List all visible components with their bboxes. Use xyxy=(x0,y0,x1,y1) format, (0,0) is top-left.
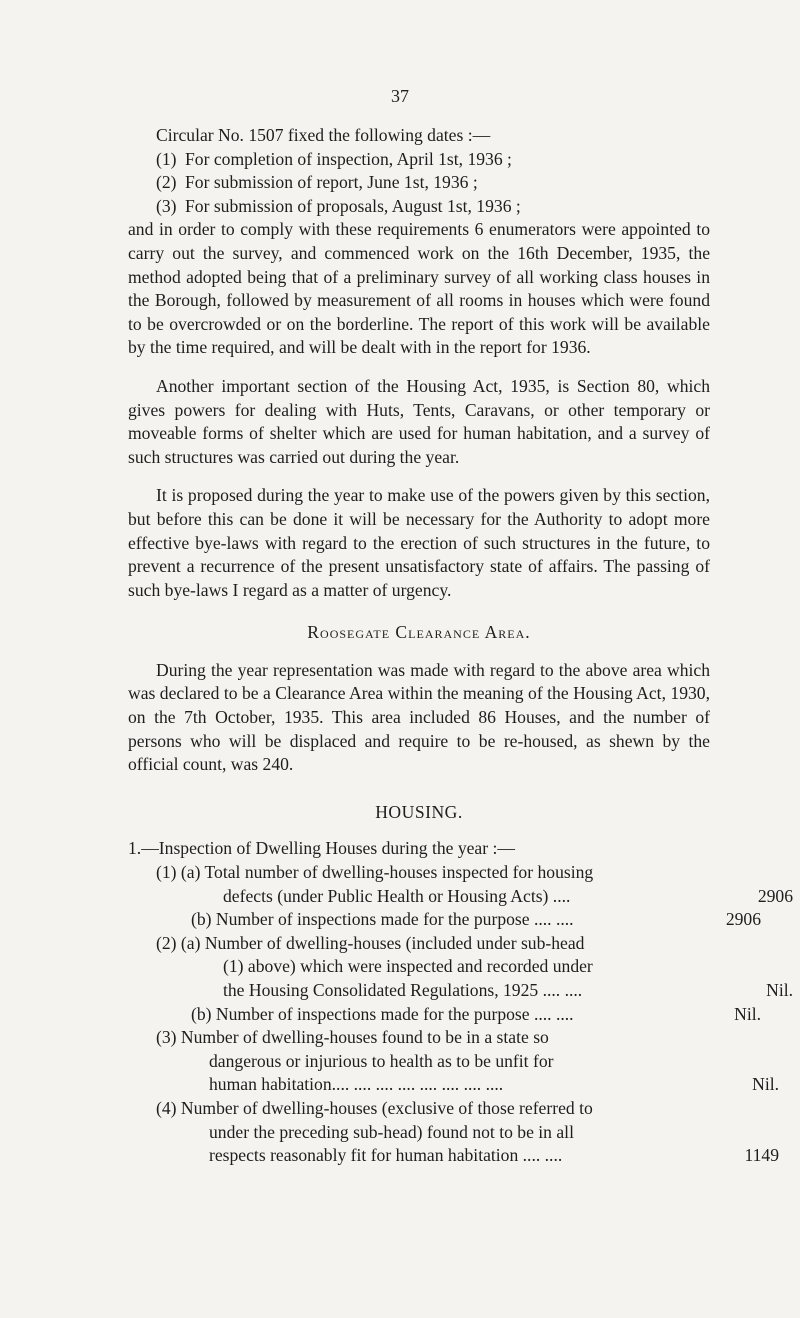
table-row-text: human habitation.... .... .... .... .... .... .... .... xyxy=(209,1074,504,1095)
table-row-value xyxy=(723,955,800,979)
table-row-text: (4) Number of dwelling-houses (exclusive of those referred to xyxy=(156,1097,593,1118)
table-row-text: (1) above) which were inspected and recorded under xyxy=(223,956,593,977)
table-row-text: respects reasonably fit for human habitation .... .... xyxy=(209,1145,563,1166)
circular-item-number: (3) xyxy=(156,195,177,216)
table-row-value: Nil. xyxy=(766,980,793,1000)
table-row xyxy=(128,955,800,979)
table-row-value: Nil. xyxy=(752,1074,779,1095)
circular-item xyxy=(128,171,710,195)
table-row-value: 2906 xyxy=(757,885,793,906)
table-row-text: defects (under Public Health or Housing Acts) .... xyxy=(223,885,571,906)
roosegate-heading: Roosegate Clearance Area. xyxy=(307,622,531,643)
paragraph-section-80: Another important section of the Housing Act, 1935, is Section 80, which gives powers for dealing with Huts, Tents, Caravans, or other temporary or moveable forms of shelter which are used for human habitation, and a survey of such structures was carried out during the year. xyxy=(128,375,710,467)
circular-item-text: For completion of inspection, April 1st, 1936 ; xyxy=(185,148,512,169)
circular-item xyxy=(128,148,710,172)
table-row xyxy=(128,908,773,932)
table-row-text: (1) (a) Total number of dwelling-houses inspected for housing xyxy=(156,862,594,883)
table-row-text: (2) (a) Number of dwelling-houses (included under sub-head xyxy=(156,932,585,953)
table-row-value: 1149 xyxy=(744,1145,779,1166)
circular-item-text: For submission of proposals, August 1st, 1936 ; xyxy=(185,195,521,216)
circular-item-text: For submission of report, June 1st, 1936 ; xyxy=(185,172,478,193)
circular-item xyxy=(128,195,710,219)
table-row xyxy=(128,1121,791,1145)
table-row-value xyxy=(656,932,738,956)
page-content xyxy=(128,124,793,1168)
table-row-value: Nil. xyxy=(734,1003,761,1024)
table-row xyxy=(128,979,800,1003)
table-row-value: 2906 xyxy=(725,909,761,930)
table-row-value xyxy=(709,1121,791,1145)
table-row-text: the Housing Consolidated Regulations, 1925 .... .... xyxy=(223,980,583,1000)
table-row xyxy=(128,1003,773,1027)
table-row xyxy=(128,1026,738,1050)
table-row-value xyxy=(656,1026,738,1050)
table-row-text: (b) Number of inspections made for the purpose .... .... xyxy=(191,909,574,930)
roosegate-text: During the year representation was made with regard to the above area which was declared to be a Clearance Area within the meaning of the Housing Act, 1930, on the 7th October, 1935. This area included 86 Houses, and the number of persons who will be displaced and require to be re-housed, as shewn by the official count, was 240. xyxy=(128,659,710,775)
housing-heading: HOUSING. xyxy=(375,801,463,822)
table-row-value xyxy=(709,1050,791,1074)
paragraph-bye-laws: It is proposed during the year to make use of the powers given by this section, but before this can be done it will be necessary for the Authority to adopt more effective bye-laws with regard to the erection of such structures in the future, to prevent a recurrence of the present unsatisfactory state of affairs. The passing of such bye-laws I regard as a matter of urgency. xyxy=(128,485,710,600)
table-row-text: dangerous or injurious to health as to be unfit for xyxy=(209,1050,554,1071)
page-number: 37 xyxy=(391,86,409,106)
circular-intro: Circular No. 1507 fixed the following dates :— xyxy=(156,125,491,145)
housing-section-title-text: 1.—Inspection of Dwelling Houses during the year :— xyxy=(128,838,515,859)
table-row-text: (3) Number of dwelling-houses found to be in a state so xyxy=(156,1027,549,1048)
table-row xyxy=(128,1050,791,1074)
table-row xyxy=(128,885,800,909)
table-row-text: under the preceding sub-head) found not to be in all xyxy=(209,1121,574,1142)
table-row xyxy=(128,932,738,956)
circular-continuation: and in order to comply with these requirements 6 enumerators were appointed to carry out the survey, and commenced work on the 16th December, 1935, the method adopted being that of a preliminary survey of all working class houses in the Borough, followed by measurement of all rooms in houses which were found to be overcrowded or on the borderline. The report of this work will be available by the time required, and will be dealt with in the report for 1936. xyxy=(128,219,710,358)
table-row-value xyxy=(656,1097,738,1121)
table-row xyxy=(128,861,738,885)
circular-item-number: (2) xyxy=(156,172,177,193)
circular-item-number: (1) xyxy=(156,148,177,169)
table-row-value xyxy=(656,861,738,885)
table-row-text: (b) Number of inspections made for the purpose .... .... xyxy=(191,1003,574,1024)
table-row xyxy=(128,1097,738,1121)
housing-section-title xyxy=(128,837,710,861)
table-row xyxy=(128,1144,791,1168)
table-row xyxy=(128,1073,791,1097)
